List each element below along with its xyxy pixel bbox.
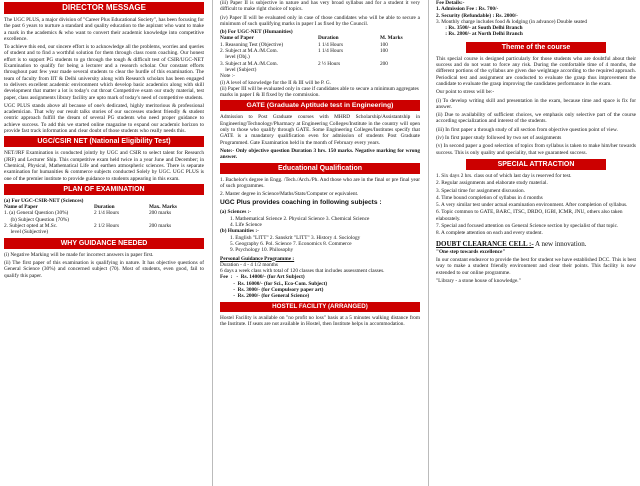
plan-col-duration: Duration [94, 204, 115, 211]
list-item: 3. Special time for assignment discussion. [436, 187, 526, 194]
hum-cell: 2. Subject at M.A./M.Com. [220, 48, 278, 55]
hum-cell: 100 [380, 48, 388, 55]
hum-col-marks: M. Marks [380, 35, 403, 42]
gate-note: Note:- Only objective question Duration 3 hrs. 150 marks. Negative marking for wrong answer. [220, 147, 420, 161]
subject-line: 9. Psychology 10. Philosophy [230, 247, 294, 254]
list-item: 5. A very similar test under actual examination environment. After completion of syllabus. [436, 202, 628, 209]
doubt-clearance-heading [436, 240, 636, 249]
column-divider [428, 0, 429, 486]
list-item: 8. A complete attention on each and every student. [436, 230, 543, 237]
hum-cell: 2 ½ Hours [318, 60, 341, 67]
theme-paragraph: Our point to stress will be:- [436, 89, 495, 96]
plan-cell: 1. (a) General Question (30%) [4, 210, 69, 217]
plan-cell: 2 1/4 Hours [94, 210, 120, 217]
column-divider [212, 0, 213, 486]
list-item: 2. Regular assignments and elaborate study material. [436, 180, 548, 187]
hum-cell: level (Subject) [220, 66, 257, 73]
special-attraction-list [436, 173, 636, 237]
gate-heading: GATE (Graduate Aptitude test in Engineering) [220, 100, 420, 111]
theme-paragraph: (i) To develop writing skill and presentation in the exam, because time and space is fix for answer. [436, 97, 636, 110]
fee-line: 1. Admission Fee : Rs. 700/- [436, 6, 499, 13]
subject-line: 4. Life Science [230, 222, 262, 229]
why-paragraph: (ii) The first paper of this examination is qualifying in nature. It has objective questions of General Science (30%) and concerned subject (70). Most of students, even good, fail to qualify this paper. [4, 259, 204, 279]
personal-guidance-heading: Personal Guidance Programme : [220, 255, 295, 262]
theme-of-course-heading: Theme of the course [466, 42, 606, 53]
fee-line: 2. Security (Refundable) : Rs. 2000/- [436, 12, 518, 19]
theme-paragraph: This special course is designed particularly for those students who are doubtful about their success and do not want to force any risk. During the comfortable time of 4 months, the different portions of the syllabus are given due weightage according to the required approach. Periodical test and assignment are conducted to evaluate the grasp thus improvement the candidate to evaluate the grasp improving the candidates performance in the exam. [436, 55, 636, 87]
column-left [4, 0, 204, 486]
fee-details-heading: Fee Details:- [436, 0, 465, 6]
humanities-subheading: (b) For UGC-NET (Humanities) [220, 29, 293, 36]
hostel-paragraph: Hostel Facility is available on "no profit no loss" basis at a 5 minutes walking distance from the Institute. If seats are not available in Hostel, then Institute helps in accommodation. [220, 314, 420, 327]
hum-cell: 3. Subject at M.A./M.Com. [220, 60, 278, 67]
list-item: 6. Topic common to GATE, BARC, ITSC, DRDO, IGBI, ICMR, JNU, others also taken elaborately. [436, 209, 623, 222]
net-heading: UGC/CSIR NET (National Eligibility Test) [4, 136, 204, 147]
why-paragraph: (i) Negative Marking will be made for incorrect answers in paper first. [4, 251, 154, 258]
doubt-quote: "One step towards excellence" [436, 248, 506, 255]
director-message-body [4, 17, 204, 134]
pg-fee-line: - Rs. 2000/- (for General Science) [220, 293, 310, 300]
doubt-clearance-title: DOUBT CLEARANCE CELL :- [436, 239, 534, 248]
pg-fee-line: - Rs. 16000/- (for Sci., Eco-Com. Subject) [220, 280, 328, 287]
list-item: 4. Time bound completion of syllabus in 4 months [436, 194, 543, 201]
fee-line: : Rs. 2800/- at North Delhi Branch [436, 31, 523, 38]
plan-cell: 200 marks [149, 223, 172, 230]
educational-qualification-heading: Educational Qualification [220, 163, 420, 174]
plan-cell: 200 marks [149, 210, 172, 217]
hum-cell: 1 1/4 Hours [318, 41, 344, 48]
column-middle [220, 0, 420, 486]
hostel-facility-heading: HOSTEL FACILITY (ARRANGED) [220, 302, 420, 312]
edu-paragraph: 1. Bachelor's degree in Engg. /Tech./Arch./Ph. And those who are in the final or pre final year of such programmes. [220, 176, 420, 189]
note-line: (ii) Paper III will be evaluated only in case if candidates able to secure a minimum aggregates marks in paper I & II fixed by the commission. [220, 85, 419, 99]
fee-line: 3. Monthly charge includes food & lodging (in advance) Double seated [436, 18, 587, 25]
note-line: (i) A level of knowledge for the II & III will be P. G. [220, 79, 332, 86]
subject-line: 1. English "LITT" 2. Sanskrit "LITT" 3. History 4. Sociology [230, 234, 361, 241]
director-paragraph: To achieve this end, our sincere effort is to acknowledge all the problems, worries and queries of student and to find a worthful solution for them through class room coaching. Our honest effort is to support PG students to go through the tough & difficult test of CSIR/UGC-NET Examination to qualify for being a lecturer and a research scholar. Our constant efforts throughout past few year made several students to clear the hurdle of this examination. The team of faculty from IIT & Delhi university along with Research scholars has been engaged to delivers excellent academic environment which develop basic academics along with skill development that matter a lot is today's cut throat Competitive exam our study material, test paper, class assignments library facility are upto mark of today's need of competitive students. [4, 44, 204, 101]
pg-line: 6 days a week class with total of 120 classes that includes assessment classes. [220, 268, 385, 275]
fee-line: : Rs. 3500/- at South Delhi Branch [436, 25, 523, 32]
hum-cell: 1. Reasoning Test (Objective) [220, 41, 284, 48]
director-paragraph: The UGC PLUS, a major division of "Career Plus Educational Society", has been focusing for the past 6 years to nurture a standard and quality education to the aspirant who want to make a mark in the academics & who want to convert their academic knowledge into competitive excellence. [4, 17, 204, 42]
gate-paragraph: Admission to Post Graduate courses with MHRD Scholarship/Assistantship in Engineering/Technology/Pharmacy at Engineering Colleges/Institute in the country will open only to those who qualify through GATE. Some Engineering Colleges/Institutes specify that GATE is a mandatory qualification even for admission of students Post Graduate Programmed. Gate Examination held in the month of February every years. [220, 114, 420, 146]
paper-paragraph: (iii) Paper II is subjective in nature and has very broad syllabus and for a student it very difficult to make right choice of topics. [220, 0, 420, 13]
why-guidance-heading: WHY GUIDANCE NEEDED [4, 238, 204, 249]
doubt-clearance-tagline: A new innovation. [535, 239, 587, 248]
hum-cell: 100 [380, 41, 388, 48]
director-message-heading: DIRECTOR MESSAGE [4, 2, 204, 14]
theme-paragraph: (iv) In first paper study followed by two set of assignments [436, 135, 562, 142]
plan-table-row [4, 229, 204, 235]
hum-cell: 200 [380, 60, 388, 67]
plan-cell: (b) Subject Question (70%) [4, 216, 70, 223]
hum-cell: 1 1/4 Hours [318, 48, 344, 55]
coaching-subjects-heading: UGC Plus provides coaching in following subjects : [220, 199, 382, 207]
plan-col-marks: Max. Marks [149, 204, 177, 211]
net-paragraph: NET/JRF Examination is conducted jointly by UGC and CSIR to select talent for Research (JRF) and Lecturer Ship. This competitive exam held twice in a year June and December; in Chemical, Physical, Mathematical Life and earthen atmospheric sciences. There is separate examination for humanities & commerce subjects conducted Solely by UGC. UGC PLUS is one of the premier institute to provide guidance to students appearing in this exam. [4, 150, 204, 182]
plan-cell [94, 229, 149, 235]
subject-line: 5. Geography 6. Pol. Science 7. Economics 8. Commerce [230, 240, 352, 247]
pg-line: Duration - 4 - 4 1/2 months [220, 261, 278, 268]
humanities-label: (b) Humanities :- [220, 228, 259, 235]
director-paragraph: UGC PLUS stands above all because of one's dedicated, highly meritorious & professional academician. That why our result talks stories of our successes student friendly & student centric approach fulfill the dream of several PG students who need proper guidance to achieve success. To add this we started online magazine to expand our academic horizon to provide fast track information and clear doubt of those students who really needs this. [4, 102, 204, 135]
hum-col-duration: Duration [318, 35, 339, 42]
list-item: 1. Six days 2 hrs. class out of which last day is reserved for test. [436, 172, 572, 179]
doubt-paragraph: In our constant endeavor to provide the best for student we have established DCC. This is best way to make a student friendly environment and clear their points. This facility is now extended to our online programme. [436, 256, 636, 276]
list-item: 7. Special and focused attention on General Science section by specialist of that topic. [436, 223, 619, 230]
plan-cell [149, 229, 204, 235]
special-attraction-heading: SPECIAL ATTRACTION [466, 159, 606, 170]
edu-paragraph: 2. Master degree in Science/Maths/Stats/Computer or equivalent. [220, 191, 359, 198]
plan-cell: 2. Subject opted at M.Sc. [4, 223, 58, 230]
theme-paragraph: (v) In second paper a good selection of topics from syllabus is taken to make him/her towards success. This is only quality and speciality, that we guaranteed success. [436, 143, 636, 156]
note-line: Note :- [220, 73, 235, 80]
notes-block [220, 73, 420, 98]
humanities-table-row [220, 67, 420, 73]
pg-fee-line: - Rs. 3000/- (for Compulsory paper art) [220, 286, 324, 293]
hum-col-paper: Name of Paper [220, 35, 254, 42]
theme-paragraph: (ii) Due to availability of sufficient choices, we emphasis only selective part of the course according specialization and interest of the students. [436, 112, 636, 125]
plan-subheading: (a) For UGC-CSIR-NET (Sciences) [4, 197, 84, 204]
plan-col-paper: Name of Paper [4, 204, 38, 211]
paper-paragraph: (iv) Paper II will be evaluated only in case of those candidates who will be able to secure a minimum of such qualifying marks in paper I as fixed by the Council. [220, 14, 420, 27]
column-right [436, 0, 636, 486]
hum-cell [380, 67, 420, 73]
plan-of-examination-heading: PLAN OF EXAMINATION [4, 184, 204, 195]
sciences-label: (a) Sciences :- [220, 209, 252, 216]
theme-paragraph: (iii) In first paper a through study of all section from objective question point of view. [436, 126, 618, 133]
doubt-quote: "Library - a stone house of knowledge." [436, 277, 521, 284]
plan-cell: 2 1/2 Hours [94, 223, 120, 230]
pg-fee-line: Fee : - Rs. 14000/- (for Art Subject) [220, 274, 305, 281]
plan-cell: level (Subjective) [4, 229, 49, 236]
subject-line: 1. Mathematical Science 2. Physical Science 3. Chemical Science [230, 215, 370, 222]
hum-cell: level (Obj.) [220, 54, 250, 61]
hum-cell [318, 67, 380, 73]
